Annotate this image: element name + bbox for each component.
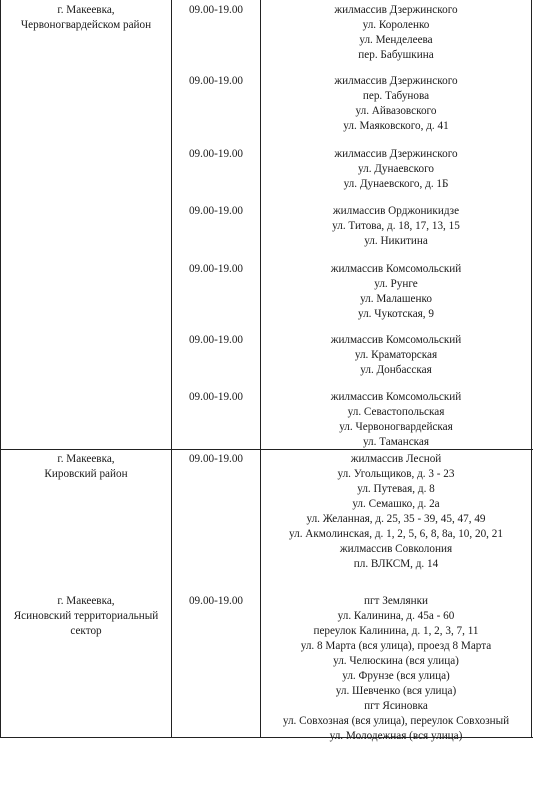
address-line: ул. Краматорская (354, 349, 438, 361)
address-line: ул. Дунаевского (358, 163, 434, 175)
time-cell (172, 333, 260, 348)
table-border-col1 (171, 0, 172, 738)
district-line: г. Макеевка, (57, 595, 115, 607)
time-cell (172, 594, 260, 609)
address-line: ул. Угольщиков, д. 3 - 23 (337, 468, 455, 480)
time-cell (172, 74, 260, 89)
time-cell (172, 204, 260, 219)
address-line: пер. Бабушкина (358, 49, 434, 61)
time-value: 09.00-19.00 (188, 391, 244, 403)
address-line: переулок Калинина, д. 1, 2, 3, 7, 11 (313, 625, 479, 637)
address-line: пер. Табунова (362, 90, 430, 102)
table-border-right (531, 0, 532, 738)
address-cell (261, 147, 531, 192)
address-cell (261, 452, 531, 572)
district-cell (1, 594, 171, 639)
address-cell (261, 594, 531, 744)
time-value: 09.00-19.00 (188, 453, 244, 465)
address-line: ул. Семашко, д. 2а (352, 498, 440, 510)
address-cell (261, 74, 531, 134)
address-line: жилмассив Комсомольский (330, 391, 462, 403)
address-line: жилмассив Комсомольский (330, 263, 462, 275)
address-line: жилмассив Орджоникидзе (332, 205, 460, 217)
time-cell (172, 452, 260, 467)
address-line: жилмассив Дзержинского (334, 4, 458, 16)
address-line: ул. Фрунзе (вся улица) (342, 670, 450, 682)
time-cell (172, 3, 260, 18)
district-line: Ясиновский территориальный (13, 610, 159, 622)
address-line: ул. Калинина, д. 45а - 60 (337, 610, 455, 622)
address-cell (261, 3, 531, 63)
address-line: ул. Чукотская, 9 (357, 308, 434, 320)
address-line: пгт Ясиновка (364, 700, 428, 712)
address-line: ул. Челюскина (вся улица) (333, 655, 459, 667)
address-line: жилмассив Дзержинского (334, 75, 458, 87)
address-line: ул. 8 Марта (вся улица), проезд 8 Марта (300, 640, 492, 652)
address-line: ул. Короленко (362, 19, 430, 31)
address-cell (261, 333, 531, 378)
time-value: 09.00-19.00 (188, 4, 244, 16)
address-line: ул. Маяковского, д. 41 (343, 120, 449, 132)
address-line: жилмассив Комсомольский (330, 334, 462, 346)
address-line: ул. Севастопольская (347, 406, 445, 418)
address-line: ул. Дунаевского, д. 1Б (343, 178, 449, 190)
district-cell (1, 3, 171, 33)
time-cell (172, 147, 260, 162)
address-line: ул. Малашенко (360, 293, 432, 305)
address-cell (261, 204, 531, 249)
time-value: 09.00-19.00 (188, 334, 244, 346)
address-line: ул. Менделеева (359, 34, 433, 46)
address-line: ул. Шевченко (вся улица) (335, 685, 457, 697)
district-cell (1, 452, 171, 482)
address-cell (261, 390, 531, 450)
address-line: пл. ВЛКСМ, д. 14 (353, 558, 439, 570)
time-value: 09.00-19.00 (188, 75, 244, 87)
address-line: ул. Никитина (364, 235, 428, 247)
address-line: ул. Молодежная (вся улица) (329, 730, 463, 742)
address-line: ул. Таманская (362, 436, 430, 448)
address-line: пгт Землянки (363, 595, 429, 607)
time-value: 09.00-19.00 (188, 148, 244, 160)
address-line: жилмассив Дзержинского (334, 148, 458, 160)
time-value: 09.00-19.00 (188, 595, 244, 607)
address-line: ул. Желанная, д. 25, 35 - 39, 45, 47, 49 (306, 513, 486, 525)
address-line: ул. Совхозная (вся улица), переулок Совхозный (282, 715, 510, 727)
address-line: ул. Титова, д. 18, 17, 13, 15 (332, 220, 460, 232)
district-line: г. Макеевка, (57, 453, 115, 465)
time-value: 09.00-19.00 (188, 205, 244, 217)
time-value: 09.00-19.00 (188, 263, 244, 275)
district-line: г. Макеевка, (57, 4, 115, 16)
district-line: Червоногвардейском район (20, 19, 152, 31)
address-cell (261, 262, 531, 322)
time-cell (172, 262, 260, 277)
address-line: ул. Донбасская (360, 364, 432, 376)
address-line: ул. Айвазовского (355, 105, 437, 117)
address-line: жилмассив Совколония (339, 543, 453, 555)
time-cell (172, 390, 260, 405)
address-line: ул. Путевая, д. 8 (357, 483, 435, 495)
address-line: ул. Рунге (374, 278, 418, 290)
address-line: жилмассив Лесной (350, 453, 442, 465)
address-line: ул. Акмолинская, д. 1, 2, 5, 6, 8, 8а, 10, 20, 21 (289, 528, 503, 540)
district-line: Кировский район (44, 468, 128, 480)
address-line: ул. Червоногвардейская (339, 421, 453, 433)
district-line: сектор (70, 625, 102, 637)
